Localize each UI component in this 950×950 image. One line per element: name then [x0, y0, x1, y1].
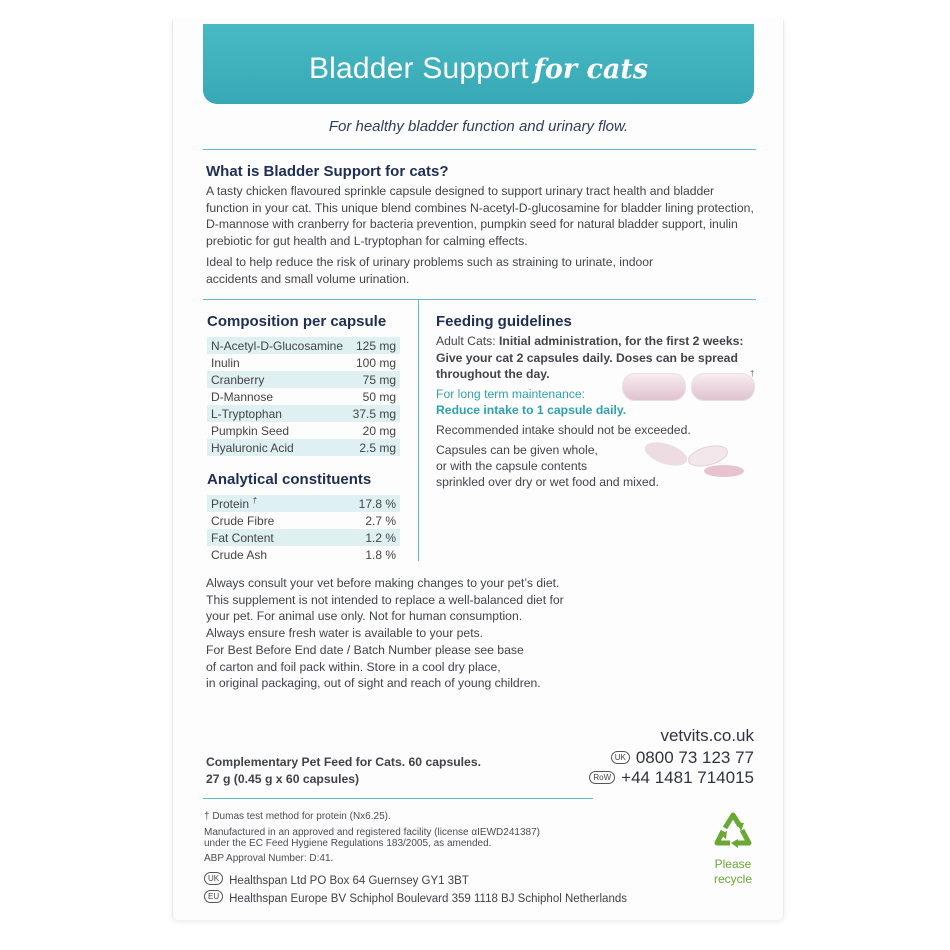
- adult-cats-line: [436, 333, 743, 349]
- ingredient-name: Cranberry: [207, 371, 348, 388]
- table-row: [207, 439, 400, 456]
- feeding-heading: Feeding guidelines: [436, 313, 572, 330]
- storage-block: [206, 642, 626, 692]
- abp-number: ABP Approval Number: D:41.: [204, 853, 334, 864]
- ingredient-amount: 100 mg: [355, 355, 396, 370]
- table-row: [207, 337, 400, 354]
- warning-line: Always ensure fresh water is available to your pets.: [206, 625, 484, 640]
- constituent-value: 2.7 %: [365, 513, 396, 528]
- tagline: For healthy bladder function and urinary flow.: [328, 118, 629, 135]
- what-is-paragraph: A tasty chicken flavoured sprinkle capsule designed to support urinary tract health and bladder function in your cat. This unique blend combines N-acetyl-D-glucosamine for bladder lining protection, D-mannose with cranberry for bacteria prevention, pumpkin seed for natural bladder support, inulin prebiotic for gut health and L-tryptophan for calming effects.: [206, 184, 754, 248]
- ingredient-amount: 37.5 mg: [348, 405, 400, 422]
- powder-pile: [704, 465, 744, 477]
- constituent-value: 17.8 %: [325, 495, 400, 512]
- constituent-name: Crude Fibre: [211, 513, 275, 528]
- table-row: [207, 422, 400, 439]
- ingredient-name: N-Acetyl-D-Glucosamine: [207, 337, 348, 354]
- reduce-intake: Reduce intake to 1 capsule daily.: [436, 403, 627, 417]
- warning-line: your pet. For animal use only. Not for human consumption.: [206, 609, 523, 624]
- constituent-name: Crude Ash: [211, 547, 268, 562]
- row-phone: +44 1481 714015: [621, 768, 754, 787]
- uk-address: Healthspan Ltd PO Box 64 Guernsey GY1 3BT: [229, 875, 469, 887]
- capsule-half: [642, 438, 690, 470]
- recycle-line-1: Please: [714, 857, 752, 871]
- uk-badge: UK: [611, 751, 630, 764]
- recommended-intake: Recommended intake should not be exceeded.: [436, 423, 691, 437]
- composition-heading: Composition per capsule: [207, 313, 387, 330]
- uk-badge: UK: [204, 872, 223, 885]
- constituent-label: Protein: [211, 497, 250, 511]
- constituent-value: 1.8 %: [365, 547, 396, 562]
- table-row: [207, 495, 400, 512]
- composition-table: [207, 337, 400, 456]
- eu-address-line: [204, 890, 627, 905]
- uk-phone-line: [611, 748, 754, 768]
- dagger-mark: †: [252, 496, 257, 505]
- table-row: [207, 354, 400, 371]
- feed-info-line: 27 g (0.45 g x 60 capsules): [206, 771, 360, 786]
- divider: [203, 149, 756, 150]
- recycle-label: [700, 857, 766, 887]
- column-divider: [418, 299, 419, 561]
- product-title: Bladder Support: [308, 52, 529, 85]
- capsule-dagger-mark: †: [750, 369, 755, 378]
- uk-phone: 0800 73 123 77: [635, 748, 754, 767]
- product-subtitle: for cats: [533, 54, 649, 85]
- table-row: [207, 371, 400, 388]
- row-badge: RoW: [589, 771, 615, 784]
- eu-badge: EU: [204, 890, 223, 903]
- analytical-table: [207, 495, 400, 563]
- table-row: [207, 529, 400, 546]
- manufactured-line-1: Manufactured in an approved and registered facility (license αIEWD241387): [204, 827, 540, 838]
- warnings-block: [206, 575, 626, 641]
- long-term-label: For long term maintenance:: [436, 387, 586, 401]
- analytical-heading: Analytical constituents: [207, 471, 372, 488]
- recycle-icon: [711, 810, 755, 852]
- open-capsule-image: [638, 438, 754, 480]
- ingredient-name: Pumpkin Seed: [211, 423, 290, 438]
- ingredient-amount: 50 mg: [362, 389, 396, 404]
- give-line-2: throughout the day.: [436, 367, 550, 381]
- ingredient-amount: 20 mg: [362, 423, 396, 438]
- ingredient-name: L-Tryptophan: [207, 405, 348, 422]
- manufactured-line-2: under the EC Feed Hygiene Regulations 183/2005, as amended.: [204, 838, 492, 849]
- uk-address-line: [204, 872, 469, 887]
- divider: [203, 299, 756, 300]
- table-row: [207, 388, 400, 405]
- constituent-name: Fat Content: [207, 529, 325, 546]
- ideal-paragraph: Ideal to help reduce the risk of urinary problems such as straining to urinate, indoor accidents and small volume urination.: [206, 255, 654, 286]
- constituent-value: 1.2 %: [325, 529, 400, 546]
- table-row: [207, 405, 400, 422]
- feed-info-line: Complementary Pet Feed for Cats. 60 capsules.: [206, 755, 481, 769]
- capsules-line-1: Capsules can be given whole,: [436, 443, 598, 457]
- website: vetvits.co.uk: [660, 726, 754, 745]
- feed-info: [206, 754, 481, 787]
- storage-line: For Best Before End date / Batch Number please see base: [206, 643, 524, 657]
- eu-address: Healthspan Europe BV Schiphol Boulevard 359 1118 BJ Schiphol Netherlands: [229, 893, 627, 905]
- capsules-line-3: sprinkled over dry or wet food and mixed.: [436, 475, 659, 489]
- capsule-image: [691, 373, 755, 401]
- give-line: Give your cat 2 capsules daily. Doses can be spread: [436, 351, 738, 365]
- table-row: [207, 546, 400, 563]
- warning-line: This supplement is not intended to replace a well-balanced diet for: [206, 592, 564, 607]
- storage-line: of carton and foil pack within. Store in a cool dry place,: [206, 659, 501, 674]
- capsules-line-2: or with the capsule contents: [436, 459, 588, 473]
- initial-administration: Initial administration, for the first 2 weeks:: [499, 334, 744, 348]
- table-row: [207, 512, 400, 529]
- constituent-name: [207, 495, 325, 512]
- capsule-image: [622, 373, 686, 401]
- recycle-line-2: recycle: [713, 872, 752, 886]
- ingredient-amount: 2.5 mg: [348, 439, 400, 456]
- ingredient-name: D-Mannose: [211, 389, 274, 404]
- dumas-note: † Dumas test method for protein (Nx6.25).: [204, 811, 391, 822]
- divider: [203, 798, 593, 799]
- storage-line: in original packaging, out of sight and reach of young children.: [206, 676, 541, 691]
- warning-line: Always consult your vet before making changes to your pet’s diet.: [206, 576, 560, 590]
- ingredient-name: Inulin: [211, 355, 240, 370]
- what-is-heading: What is Bladder Support for cats?: [206, 163, 449, 180]
- title-banner: [203, 24, 754, 104]
- ingredient-name: Hyaluronic Acid: [207, 439, 348, 456]
- adult-cats-label: Adult Cats:: [436, 334, 499, 348]
- ingredient-amount: 125 mg: [348, 337, 400, 354]
- ingredient-amount: 75 mg: [348, 371, 400, 388]
- row-phone-line: [589, 768, 754, 788]
